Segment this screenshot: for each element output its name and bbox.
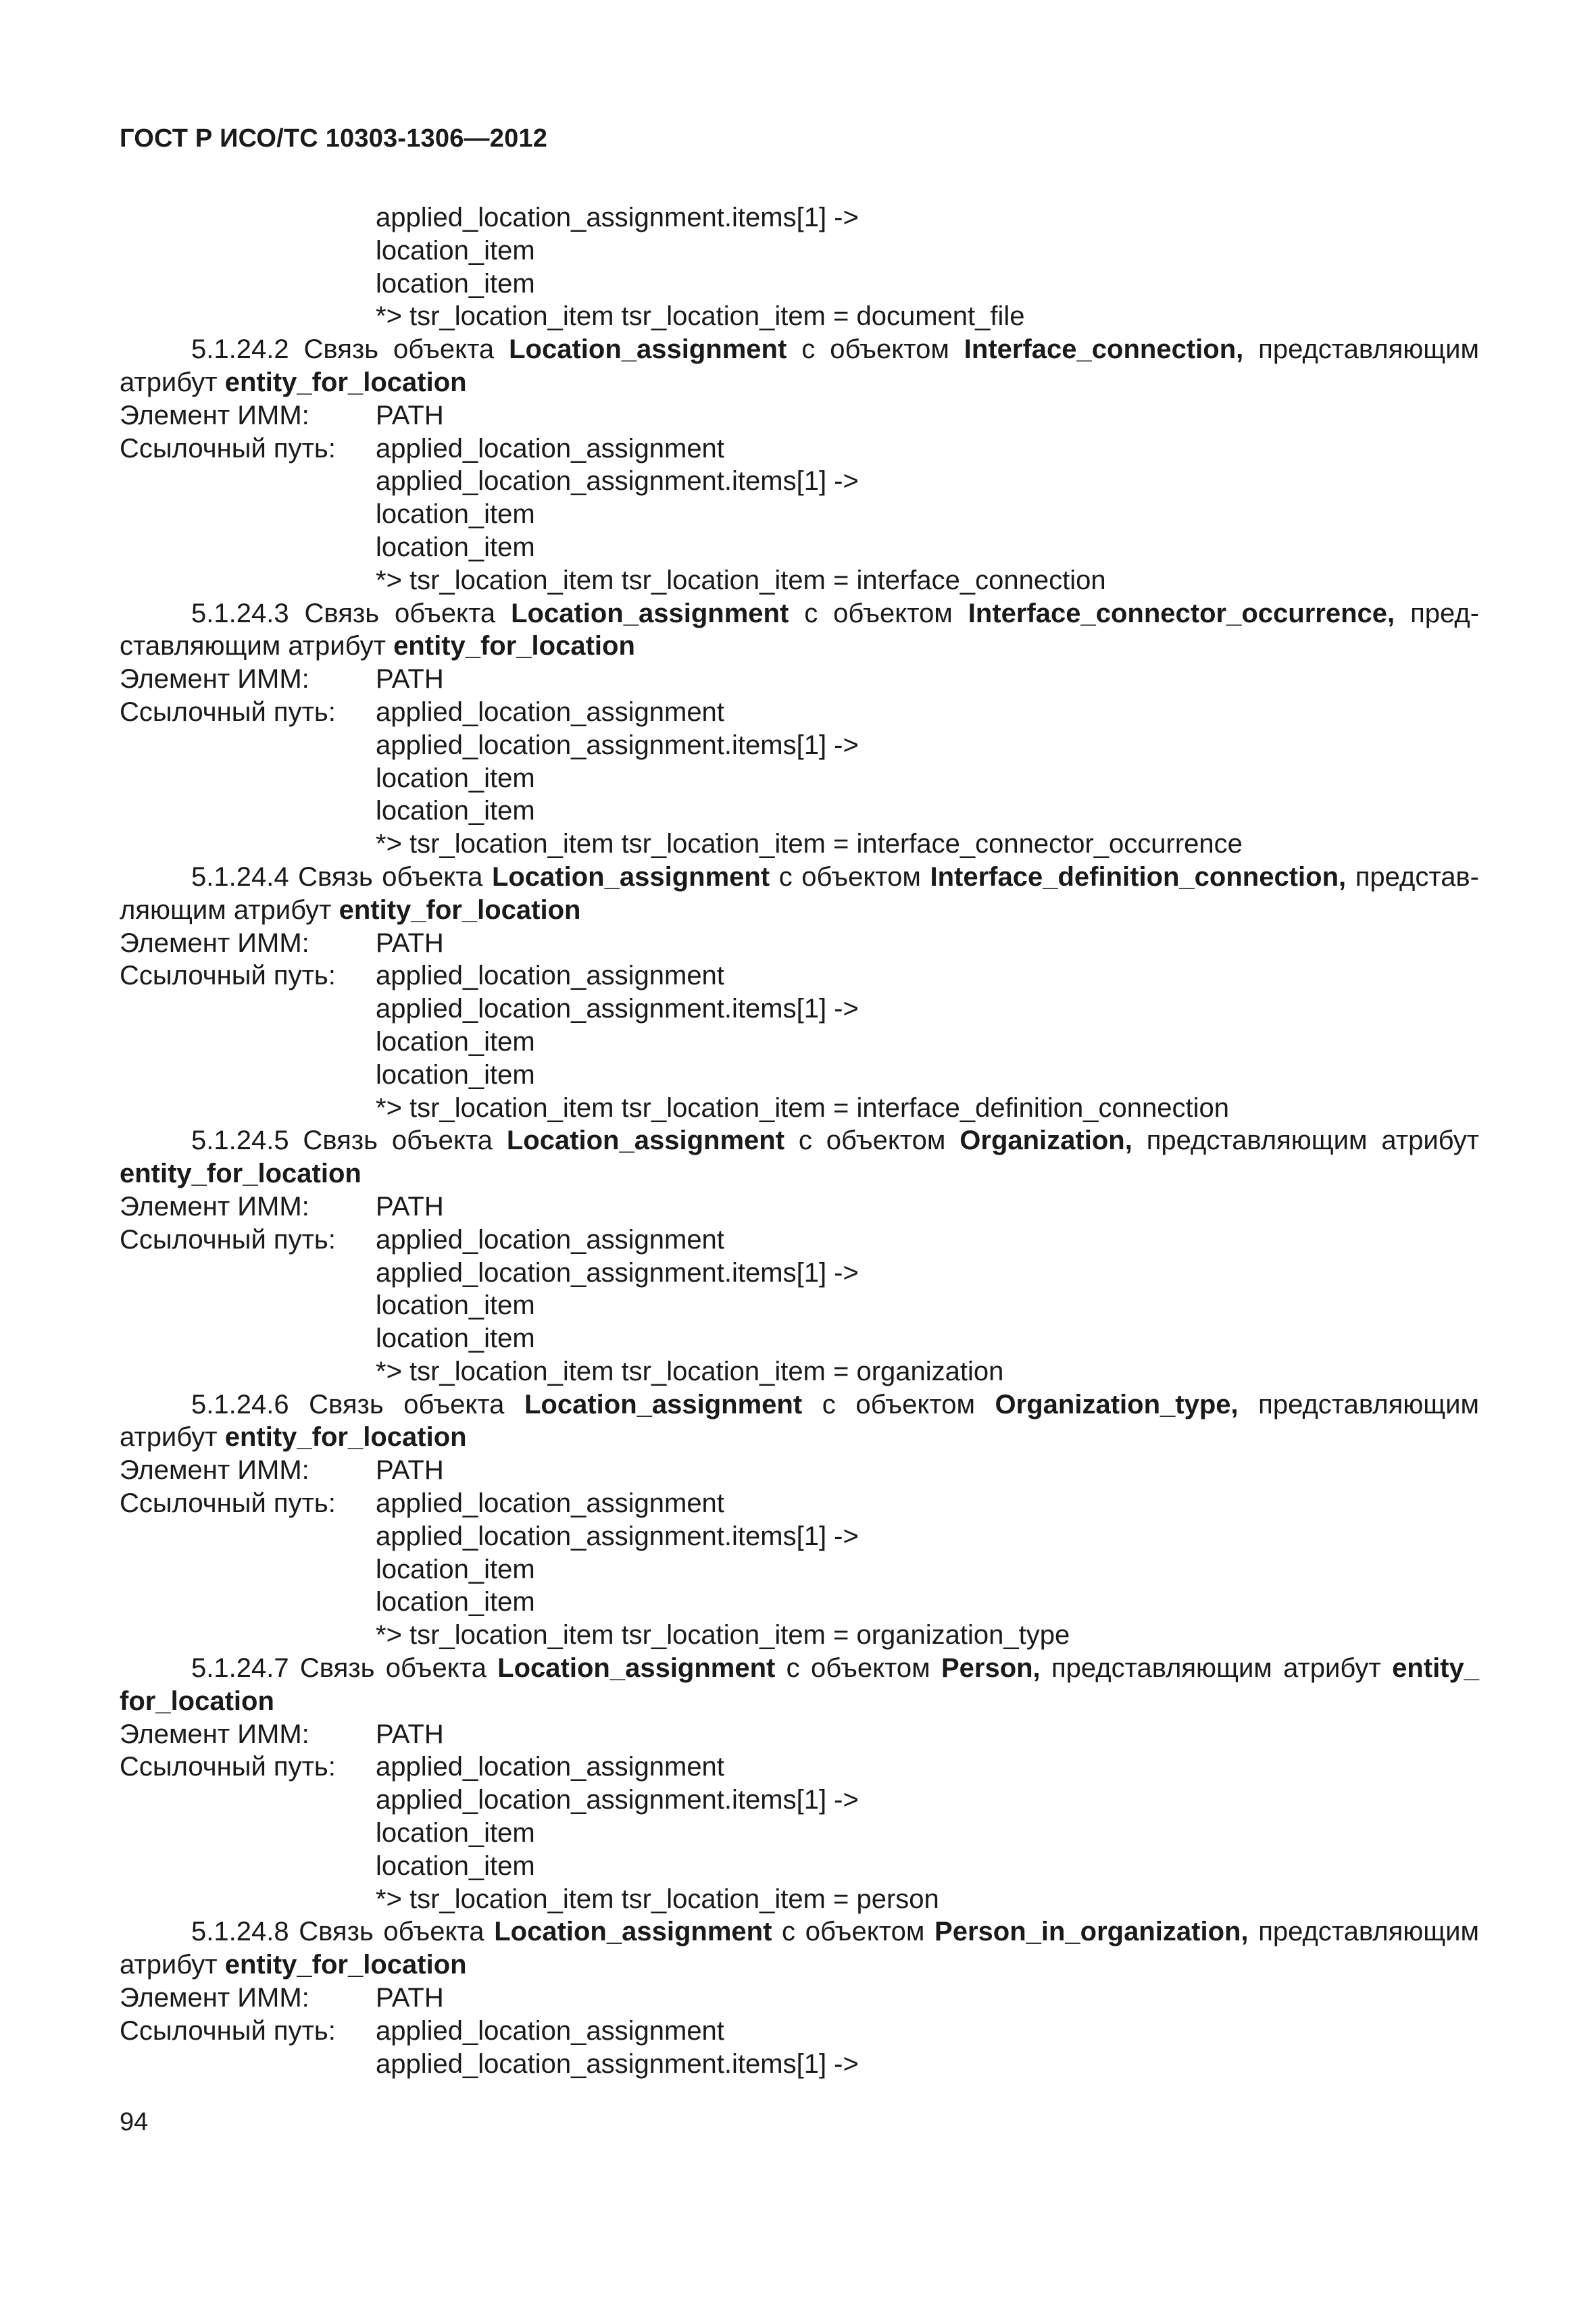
path-line: *> tsr_location_item tsr_location_item = person [376,1884,939,1914]
path-line: location_item [376,1290,535,1321]
section-heading-cont: for_location [120,1686,274,1716]
path-line: location_item [376,268,535,299]
section-heading: 5.1.24.6 Связь объекта Location_assignment с объектом Organization_type, представляющим [191,1389,1480,1419]
path-row: Ссылочный путь: applied_location_assignment [120,1752,724,1782]
path-row: Ссылочный путь: applied_location_assignment [120,2015,724,2046]
section-heading-cont: ляющим атрибут entity_for_location [120,895,581,925]
section-heading-cont: атрибут entity_for_location [120,367,467,397]
path-line: applied_location_assignment.items[1] -> [376,1521,859,1551]
path-line: location_item [376,499,535,530]
element-row: Элемент ИММ: PATH [120,1983,444,2013]
path-line: location_item [376,1851,535,1881]
path-line: applied_location_assignment.items[1] -> [376,1785,859,1815]
path-row: Ссылочный путь: applied_location_assignment [120,1488,724,1519]
element-row: Элемент ИММ: PATH [120,1191,444,1222]
path-line: location_item [376,1026,535,1057]
path-line: location_item [376,1554,535,1584]
path-line: location_item [376,532,535,562]
path-line: location_item [376,235,535,266]
section-heading: 5.1.24.8 Связь объекта Location_assignment с объектом Person_in_organization, представляющим [191,1917,1480,1947]
path-line: location_item [376,1324,535,1354]
path-row: Ссылочный путь: applied_location_assignment [120,961,724,991]
path-line: applied_location_assignment.items[1] -> [376,730,859,760]
path-line: location_item [376,1818,535,1848]
path-line: applied_location_assignment.items[1] -> [376,994,859,1024]
element-row: Элемент ИММ: PATH [120,1455,444,1486]
path-line: applied_location_assignment.items[1] -> [376,203,859,232]
path-line: *> tsr_location_item tsr_location_item = interface_definition_connection [376,1092,1229,1123]
path-row: Ссылочный путь: applied_location_assignment [120,1224,724,1255]
section-heading-cont: ставляющим атрибут entity_for_location [120,631,635,661]
path-line: location_item [376,1587,535,1617]
element-row: Элемент ИММ: PATH [120,928,444,958]
path-line: *> tsr_location_item tsr_location_item = organization_type [376,1620,1070,1651]
section-heading: 5.1.24.7 Связь объекта Location_assignment с объектом Person, представляющим атрибут entity_ [191,1653,1479,1684]
section-heading-cont: атрибут entity_for_location [120,1422,467,1453]
section-heading: 5.1.24.3 Связь объекта Location_assignment с объектом Interface_connector_occurrence, пред- [191,598,1480,628]
section-heading-cont: entity_for_location [120,1159,361,1189]
path-line: location_item [376,763,535,793]
page-content [120,201,1479,2080]
path-line: location_item [376,796,535,826]
element-row: Элемент ИММ: PATH [120,1719,444,1749]
path-line: *> tsr_location_item tsr_location_item = interface_connection [376,565,1106,595]
page-number: 94 [120,2108,149,2136]
path-row: Ссылочный путь: applied_location_assignment [120,433,724,463]
element-row: Элемент ИММ: PATH [120,664,444,695]
section-heading: 5.1.24.5 Связь объекта Location_assignment с объектом Organization, представляющим атрибут [191,1126,1480,1156]
element-row: Элемент ИММ: PATH [120,400,444,430]
document-header: ГОСТ Р ИСО/ТС 10303-1306—2012 [120,124,548,153]
path-line: *> tsr_location_item tsr_location_item = interface_connector_occurrence [376,829,1243,859]
path-line: location_item [376,1059,535,1090]
path-line: applied_location_assignment.items[1] -> [376,1257,859,1288]
section-heading: 5.1.24.2 Связь объекта Location_assignment с объектом Interface_connection, представляющим [191,334,1480,365]
path-line: *> tsr_location_item tsr_location_item = organization [376,1356,1004,1386]
path-line: applied_location_assignment.items[1] -> [376,466,859,497]
section-heading-cont: атрибут entity_for_location [120,1950,467,1980]
path-line: *> tsr_location_item tsr_location_item = document_file [376,301,1025,332]
section-heading: 5.1.24.4 Связь объекта Location_assignment с объектом Interface_definition_connection, представ- [191,861,1480,892]
path-row: Ссылочный путь: applied_location_assignment [120,697,724,727]
path-line: applied_location_assignment.items[1] -> [376,2048,859,2079]
